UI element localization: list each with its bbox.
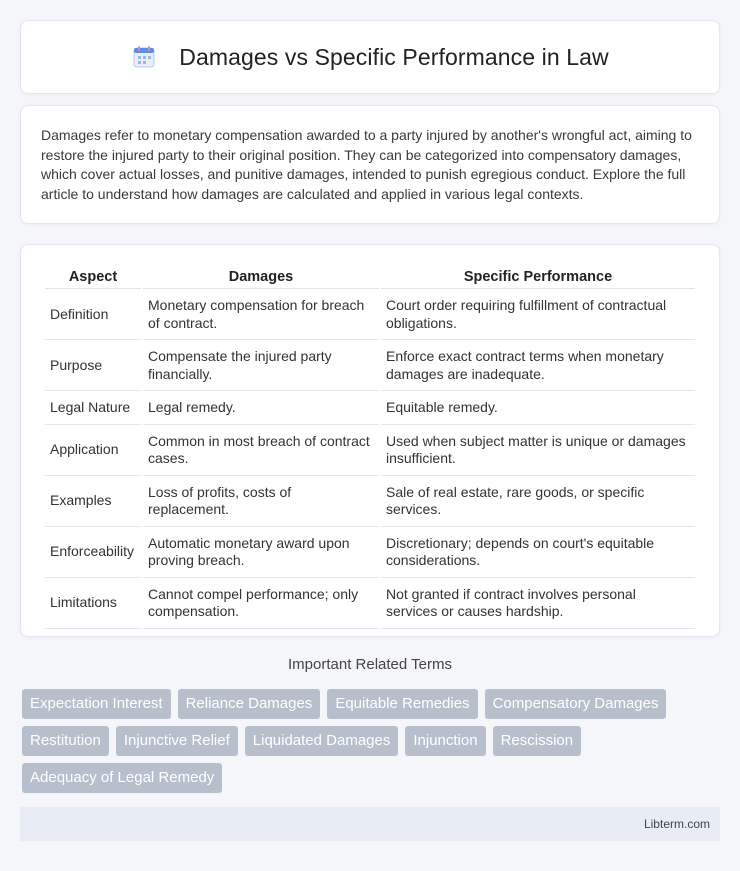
specific-cell: Not granted if contract involves personal services or causes hardship. (381, 578, 695, 629)
tag-liquidated-damages[interactable]: Liquidated Damages (245, 726, 399, 756)
tag-reliance-damages[interactable]: Reliance Damages (178, 689, 321, 719)
tag-adequacy-of-legal-remedy[interactable]: Adequacy of Legal Remedy (22, 763, 222, 793)
aspect-cell: Limitations (45, 578, 141, 629)
aspect-cell: Examples (45, 476, 141, 527)
tag-expectation-interest[interactable]: Expectation Interest (22, 689, 171, 719)
specific-cell: Enforce exact contract terms when monetary damages are inadequate. (381, 340, 695, 391)
damages-cell: Compensate the injured party financially. (143, 340, 379, 391)
damages-cell: Monetary compensation for breach of contract. (143, 289, 379, 340)
footer (20, 807, 720, 841)
tag-compensatory-damages[interactable]: Compensatory Damages (485, 689, 667, 719)
aspect-cell: Purpose (45, 340, 141, 391)
header-card (20, 20, 720, 94)
intro-text: Damages refer to monetary compensation awarded to a party injured by another's wrongful act, aiming to restore the injured party to their original position. They can be categorized into compensatory damages, which cover actual losses, and punitive damages, intended to punish egregious conduct. Explore the full article to understand how damages are calculated and applied in various legal contexts. (41, 127, 692, 202)
aspect-cell: Enforceability (45, 527, 141, 578)
header-aspect: Aspect (45, 265, 141, 289)
page-title: Damages vs Specific Performance in Law (179, 43, 609, 70)
specific-cell: Equitable remedy. (381, 391, 695, 425)
aspect-cell: Application (45, 425, 141, 476)
table-row (45, 340, 695, 391)
header-specific-performance: Specific Performance (381, 265, 695, 289)
calendar-icon (131, 44, 157, 70)
specific-cell: Used when subject matter is unique or damages insufficient. (381, 425, 695, 476)
comparison-card (20, 244, 720, 637)
aspect-cell: Legal Nature (45, 391, 141, 425)
specific-cell: Sale of real estate, rare goods, or specific services. (381, 476, 695, 527)
header-damages: Damages (143, 265, 379, 289)
table-row (45, 289, 695, 340)
damages-cell: Cannot compel performance; only compensation. (143, 578, 379, 629)
tag-restitution[interactable]: Restitution (22, 726, 109, 756)
tag-injunction[interactable]: Injunction (405, 726, 485, 756)
tag-injunctive-relief[interactable]: Injunctive Relief (116, 726, 238, 756)
specific-cell: Court order requiring fulfillment of contractual obligations. (381, 289, 695, 340)
intro-card (20, 105, 720, 224)
aspect-cell: Definition (45, 289, 141, 340)
table-row (45, 476, 695, 527)
table-row (45, 527, 695, 578)
comparison-table (43, 265, 697, 629)
table-row (45, 391, 695, 425)
damages-cell: Loss of profits, costs of replacement. (143, 476, 379, 527)
damages-cell: Legal remedy. (143, 391, 379, 425)
damages-cell: Automatic monetary award upon proving breach. (143, 527, 379, 578)
table-header-row (45, 265, 695, 289)
specific-cell: Discretionary; depends on court's equitable considerations. (381, 527, 695, 578)
footer-site-link[interactable]: Libterm.com (643, 817, 710, 831)
tag-equitable-remedies[interactable]: Equitable Remedies (327, 689, 477, 719)
related-terms-title: Important Related Terms (288, 656, 452, 673)
related-terms-list (22, 689, 722, 793)
table-row (45, 425, 695, 476)
damages-cell: Common in most breach of contract cases. (143, 425, 379, 476)
tag-rescission[interactable]: Rescission (493, 726, 582, 756)
table-row (45, 578, 695, 629)
